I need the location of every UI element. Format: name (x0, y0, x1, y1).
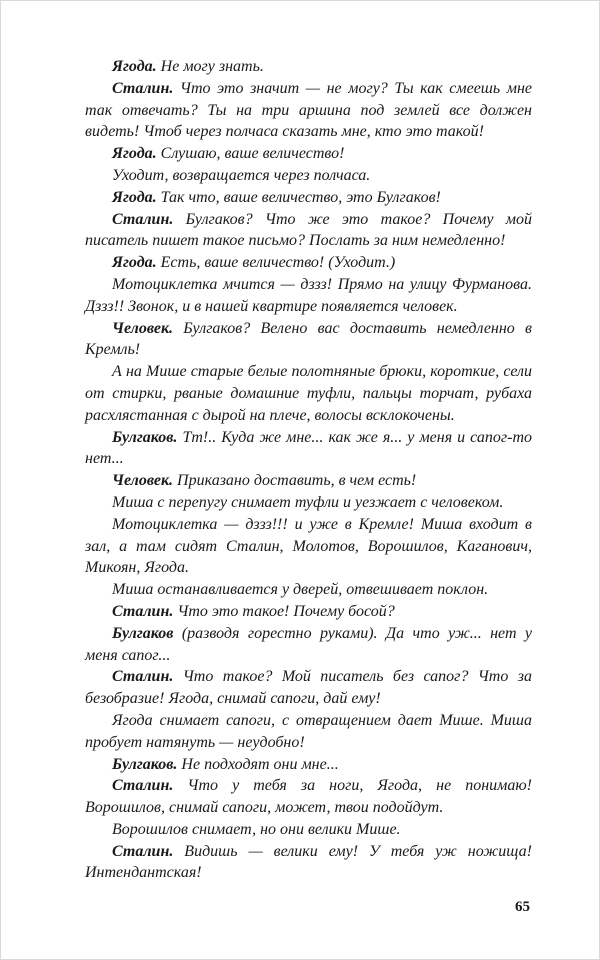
paragraph (85, 427, 532, 471)
paragraph stage-direction (85, 361, 532, 426)
paragraph (85, 754, 532, 776)
paragraph (85, 78, 532, 143)
speaker-name: Сталин. (112, 79, 180, 97)
dialogue-text: Приказано доставить, в чем есть! (177, 472, 417, 490)
paragraph (85, 252, 532, 274)
stage-direction-text: Мотоциклетка мчится — дззз! Прямо на улицу Фурманова. Дззз!! Звонок, и в нашей квартире появляется человек. (85, 275, 532, 315)
speaker-name: Сталин. (112, 842, 185, 860)
speaker-name: Булгаков. (112, 428, 183, 446)
dialogue-text: Не могу знать. (160, 58, 264, 75)
paragraph (85, 666, 532, 710)
paragraph stage-direction (85, 274, 532, 318)
page-number: 65 (515, 899, 530, 915)
dialogue-text: Есть, ваше величество! (Уходит.) (160, 254, 396, 272)
dialogue-text: Что такое? Мой писатель без сапог? Что за безобразие! Ягода, снимай сапоги, дай ему! (85, 668, 532, 708)
speaker-name: Ягода. (112, 188, 161, 206)
dialogue-text: Тт!.. Куда же мне... как же я... у меня и сапог-то нет... (85, 428, 532, 468)
paragraph (85, 318, 532, 362)
dialogue-text: Булгаков? Велено вас доставить немедленно в Кремль! (85, 319, 532, 359)
speaker-name: Сталин. (112, 210, 186, 228)
paragraph (85, 56, 532, 78)
dialogue-text: (разводя горестно руками). Да что уж... нет у меня сапог... (85, 624, 533, 664)
dialogue-text: Булгаков? Что же это такое? Почему мой писатель пишет такое письмо? Послать за ним немедленно! (85, 210, 532, 250)
stage-direction-text: Ягода снимает сапоги, с отвращением дает Мише. Миша пробует натянуть — неудобно! (85, 711, 532, 751)
dialogue-text: Видишь — велики ему! У тебя уж ножища! Интендантская! (85, 842, 532, 882)
paragraph (85, 841, 532, 885)
paragraph (85, 601, 532, 623)
stage-direction-text: А на Мише старые белые полотняные брюки, короткие, сели от стирки, рваные домашние туфли, пальцы торчат, рубаха расхлястанная с дырой на плече, волосы всклокочены. (85, 363, 532, 424)
paragraph (85, 209, 532, 253)
paragraph stage-direction (85, 492, 532, 514)
paragraph stage-direction (85, 514, 532, 579)
speaker-name: Ягода. (112, 145, 161, 163)
speaker-name: Сталин. (112, 602, 178, 620)
speaker-name: Сталин. (112, 668, 183, 686)
stage-direction-text: Мотоциклетка — дззз!!! и уже в Кремле! Миша входит в зал, а там сидят Сталин, Молотов, Ворошилов, Каганович, Микоян, Ягода. (85, 515, 532, 577)
dialogue-text: Что это значит — не могу? Ты как смеешь мне так отвечать? Ты на три аршина под землей все должен видеть! Чтоб через полчаса сказать мне, кто это такой! (85, 79, 532, 141)
speaker-name: Булгаков. (112, 755, 182, 773)
page-text (85, 56, 532, 884)
speaker-name: Сталин. (112, 777, 188, 795)
dialogue-text: Что это такое! Почему босой? (177, 602, 395, 620)
stage-direction-text: Миша с перепугу снимает туфли и уезжает с человеком. (112, 493, 504, 511)
stage-direction-text: Миша останавливается у дверей, отвешивает поклон. (112, 581, 489, 599)
speaker-name: Ягода. (112, 254, 161, 272)
paragraph (85, 187, 532, 209)
paragraph stage-direction (85, 819, 532, 841)
dialogue-text: Не подходят они мне... (181, 755, 339, 773)
stage-direction-text: Уходит, возвращается через полчаса. (112, 166, 371, 184)
dialogue-text: Что у тебя за ноги, Ягода, не понимаю! Ворошилов, снимай сапоги, может, твои подойдут. (85, 777, 532, 817)
speaker-name: Человек. (112, 319, 184, 337)
paragraph (85, 623, 532, 667)
speaker-name: Ягода. (112, 58, 161, 75)
speaker-name: Человек. (112, 472, 178, 490)
paragraph stage-direction (85, 579, 532, 601)
paragraph (85, 470, 532, 492)
stage-direction-text: Ворошилов снимает, но они велики Мише. (112, 820, 401, 838)
dialogue-text: Так что, ваше величество, это Булгаков! (160, 188, 441, 206)
paragraph (85, 775, 532, 819)
paragraph stage-direction (85, 710, 532, 754)
dialogue-text: Слушаю, ваше величество! (160, 145, 345, 163)
paragraph (85, 143, 532, 165)
paragraph stage-direction (85, 165, 532, 187)
speaker-name: Булгаков (112, 624, 182, 642)
